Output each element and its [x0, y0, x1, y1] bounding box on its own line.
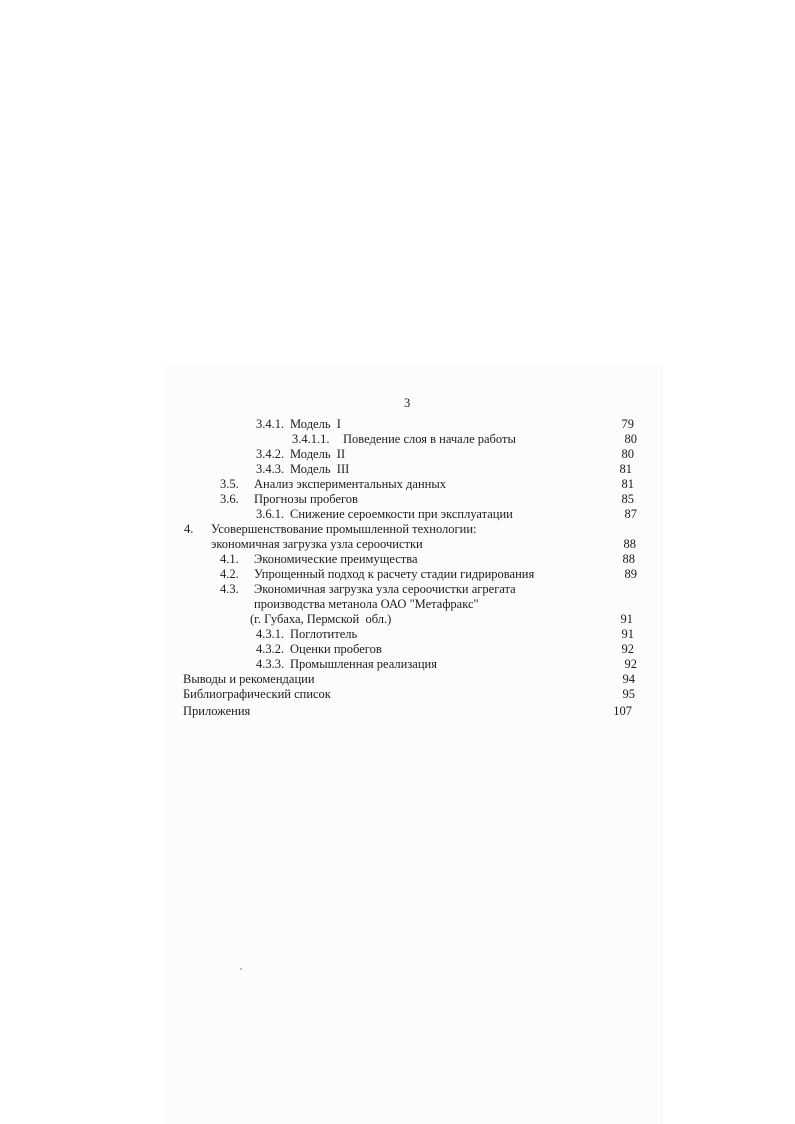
toc-entry-page: 80 — [621, 447, 634, 461]
toc-entry-page: 95 — [622, 687, 635, 701]
toc-entry-page: 91 — [620, 612, 633, 626]
toc-entry-number: 3.5. — [220, 477, 239, 491]
toc-entry-title: Библиографический список — [183, 687, 331, 701]
toc-entry-title: Экономические преимущества — [254, 552, 418, 566]
toc-entry-page: 87 — [624, 507, 637, 521]
toc-entry-number: 3.6.1. — [256, 507, 285, 521]
toc-entry-number: 3.4.1.1. — [292, 432, 330, 446]
toc-entry-number: 4.3.2. — [256, 642, 285, 656]
toc-entry-page: 94 — [622, 672, 635, 686]
toc-entry-page: 81 — [621, 477, 634, 491]
toc-entry-title: Прогнозы пробегов — [254, 492, 358, 506]
toc-entry-number: 3.4.2. — [256, 447, 285, 461]
toc-entry-title: Поглотитель — [290, 627, 358, 641]
toc-entry-number: 4.3.3. — [256, 657, 285, 671]
page-number: 3 — [404, 396, 411, 410]
toc-entry-page: 91 — [621, 627, 634, 641]
toc-entry-page: 92 — [621, 642, 634, 656]
toc-entry-page: 85 — [621, 492, 634, 506]
toc-entry-title: Снижение сероемкости при эксплуатации — [290, 507, 513, 521]
toc-entry-page: 92 — [624, 657, 637, 671]
toc-entry-title: Упрощенный подход к расчету стадии гидрирования — [254, 567, 535, 581]
toc-entry-title: Экономичная загрузка узла сероочистки агрегата — [254, 582, 516, 596]
toc-entry-title: Усовершенствование промышленной технологии: — [211, 522, 477, 536]
toc-entry-title: Оценки пробегов — [290, 642, 382, 656]
toc-entry-number: 4. — [184, 522, 194, 536]
toc-entry-page: 81 — [619, 462, 632, 476]
toc-entry-title: Промышленная реализация — [290, 657, 437, 671]
toc-entry-page: 89 — [624, 567, 637, 581]
scan-speck — [240, 968, 242, 970]
toc-entry-page: 80 — [624, 432, 637, 446]
toc-entry-number: 4.2. — [220, 567, 239, 581]
toc-entry-page: 107 — [613, 704, 632, 718]
toc-entry-page: 88 — [623, 537, 636, 551]
toc-entry-number: 3.4.1. — [256, 417, 285, 431]
toc-entry-number: 3.6. — [220, 492, 239, 506]
toc-entry-title-continued: производства метанола ОАО "Метафракс" — [254, 597, 479, 611]
toc-entry-number: 4.3.1. — [256, 627, 285, 641]
toc-entry-page: 79 — [621, 417, 634, 431]
toc-entry-title: Приложения — [183, 704, 251, 718]
toc-entry-title: Анализ экспериментальных данных — [254, 477, 446, 491]
toc-entry-title: Поведение слоя в начале работы — [343, 432, 516, 446]
toc-entry-number: 3.4.3. — [256, 462, 285, 476]
toc-entry-page: 88 — [622, 552, 635, 566]
toc-entry-title-continued: экономичная загрузка узла сероочистки — [211, 537, 423, 551]
toc-entry-number: 4.1. — [220, 552, 239, 566]
toc-entry-title: Выводы и рекомендации — [183, 672, 315, 686]
toc-entry-title: Модель I — [290, 417, 341, 431]
toc-entry-title: Модель III — [290, 462, 350, 476]
toc-entry-title-continued: (г. Губаха, Пермской обл.) — [250, 612, 392, 626]
toc-entry-number: 4.3. — [220, 582, 239, 596]
toc-entry-title: Модель II — [290, 447, 346, 461]
